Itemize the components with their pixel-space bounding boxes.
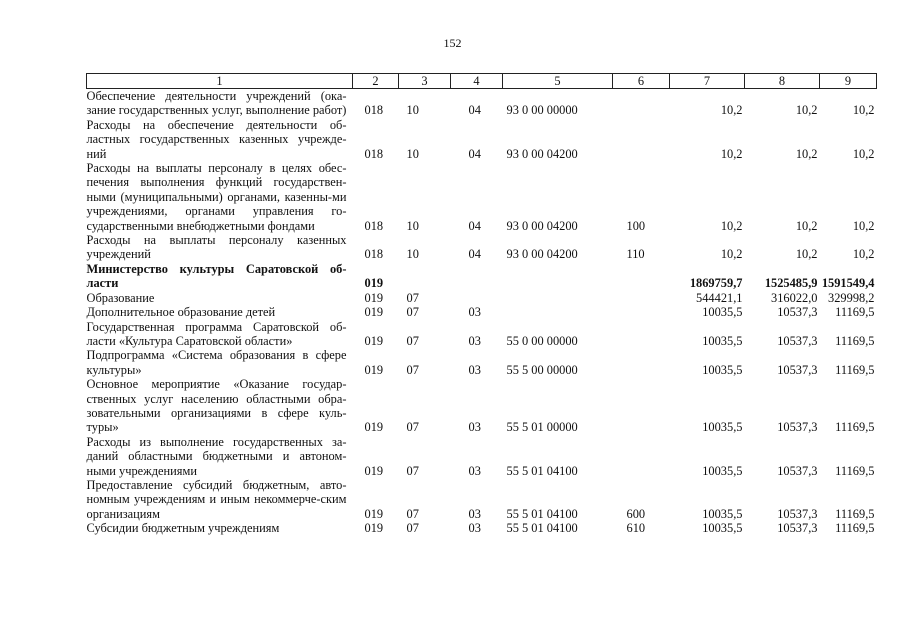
row-ministry-code: 019 bbox=[364, 463, 384, 478]
row-name: Министерство культуры Саратовской об-ласти bbox=[86, 261, 347, 291]
row-subsection: 04 bbox=[468, 218, 481, 233]
row-target-article bbox=[503, 305, 613, 319]
header-col-6: 6 bbox=[613, 74, 670, 89]
row-ministry-code: 018 bbox=[364, 103, 384, 118]
row-target-article bbox=[503, 291, 613, 305]
row-amount-col8: 316022,0 bbox=[771, 290, 818, 305]
row-subsection: 03 bbox=[468, 463, 481, 478]
row-amount-col9: 11169,5 bbox=[835, 305, 875, 320]
table-row bbox=[87, 478, 877, 521]
row-name: Обеспечение деятельности учреждений (ока-зание государственных услуг, выполнение работ) bbox=[86, 89, 347, 118]
row-amount-col7: 544421,1 bbox=[696, 290, 743, 305]
row-ministry-code: 019 bbox=[364, 506, 384, 521]
row-expense-type bbox=[613, 89, 670, 118]
header-col-4: 4 bbox=[451, 74, 503, 89]
row-expense-type bbox=[613, 435, 670, 478]
table-row bbox=[87, 161, 877, 233]
row-amount-col9: 11169,5 bbox=[835, 463, 875, 478]
row-subsection: 04 bbox=[468, 103, 481, 118]
row-amount-col7: 10035,5 bbox=[702, 521, 743, 536]
row-amount-col7: 10035,5 bbox=[702, 463, 743, 478]
row-amount-col9: 11169,5 bbox=[835, 333, 875, 348]
row-target-article: 93 0 00 00000 bbox=[506, 103, 578, 118]
row-ministry-code: 018 bbox=[364, 146, 384, 161]
row-expense-type bbox=[613, 305, 670, 319]
row-section: 10 bbox=[406, 247, 419, 262]
row-amount-col8: 10537,3 bbox=[777, 362, 818, 377]
row-name: Расходы на выплаты персоналу в целях обес-печения выполнения функций государствен-ными (муниципальными) органами, казенны-ми учреждениями, органами управления го-сударственными внебюджетными фондами bbox=[86, 161, 347, 233]
row-amount-col8: 1525485,9 bbox=[764, 276, 818, 291]
table-row bbox=[87, 377, 877, 435]
row-target-article: 55 5 01 04100 bbox=[506, 463, 578, 478]
row-section: 07 bbox=[406, 521, 419, 536]
row-amount-col8: 10537,3 bbox=[777, 463, 818, 478]
row-ministry-code: 019 bbox=[364, 333, 384, 348]
row-ministry-code: 019 bbox=[364, 521, 384, 536]
row-expense-type bbox=[613, 118, 670, 161]
row-amount-col8: 10537,3 bbox=[777, 521, 818, 536]
header-col-3: 3 bbox=[399, 74, 451, 89]
row-name: Расходы на обеспечение деятельности об-ластных государственных казенных учрежде-ний bbox=[86, 117, 347, 161]
row-subsection: 03 bbox=[468, 521, 481, 536]
row-section bbox=[399, 262, 451, 291]
row-ministry-code: 019 bbox=[364, 290, 384, 305]
row-expense-type bbox=[613, 348, 670, 377]
row-target-article: 93 0 00 04200 bbox=[506, 218, 578, 233]
row-amount-col7: 10035,5 bbox=[702, 333, 743, 348]
row-ministry-code: 018 bbox=[364, 218, 384, 233]
table-row bbox=[87, 89, 877, 118]
row-section: 10 bbox=[406, 103, 419, 118]
row-name: Основное мероприятие «Оказание государ-ственных услуг населению областными обра-зовательными организациями в сфере куль-туры» bbox=[86, 377, 347, 435]
header-col-5: 5 bbox=[503, 74, 613, 89]
row-amount-col7: 10035,5 bbox=[702, 305, 743, 320]
row-subsection: 04 bbox=[468, 146, 481, 161]
row-target-article: 55 5 01 04100 bbox=[506, 506, 578, 521]
row-amount-col7: 10035,5 bbox=[702, 362, 743, 377]
row-subsection: 03 bbox=[468, 362, 481, 377]
row-amount-col7: 10,2 bbox=[720, 146, 743, 161]
header-col-2: 2 bbox=[353, 74, 399, 89]
row-expense-type: 600 bbox=[626, 506, 646, 521]
row-amount-col8: 10,2 bbox=[795, 103, 818, 118]
row-target-article bbox=[503, 262, 613, 291]
row-name: Подпрограмма «Система образования в сфере культуры» bbox=[86, 348, 347, 377]
table-row bbox=[87, 118, 877, 161]
row-target-article: 93 0 00 04200 bbox=[506, 146, 578, 161]
header-col-1: 1 bbox=[87, 74, 353, 89]
row-amount-col9: 10,2 bbox=[852, 247, 875, 262]
row-subsection bbox=[451, 262, 503, 291]
row-ministry-code: 019 bbox=[364, 420, 384, 435]
row-name: Дополнительное образование детей bbox=[86, 305, 276, 320]
table-row bbox=[87, 262, 877, 291]
row-expense-type bbox=[613, 320, 670, 349]
row-name: Образование bbox=[86, 290, 155, 305]
budget-table bbox=[86, 73, 877, 536]
row-amount-col7: 1869759,7 bbox=[689, 276, 743, 291]
row-expense-type: 100 bbox=[626, 218, 646, 233]
row-section: 07 bbox=[406, 290, 419, 305]
row-subsection bbox=[451, 291, 503, 305]
row-amount-col7: 10,2 bbox=[720, 218, 743, 233]
row-amount-col7: 10,2 bbox=[720, 103, 743, 118]
row-target-article: 55 5 01 00000 bbox=[506, 420, 578, 435]
row-subsection: 03 bbox=[468, 305, 481, 320]
row-section: 07 bbox=[406, 305, 419, 320]
row-amount-col8: 10537,3 bbox=[777, 420, 818, 435]
row-target-article: 93 0 00 04200 bbox=[506, 247, 578, 262]
row-target-article: 55 5 00 00000 bbox=[506, 362, 578, 377]
row-amount-col8: 10,2 bbox=[795, 247, 818, 262]
row-name: Субсидии бюджетным учреждениям bbox=[86, 521, 280, 536]
header-col-9: 9 bbox=[820, 74, 877, 89]
row-name: Предоставление субсидий бюджетным, авто-номным учреждениям и иным некоммерче-ским организациям bbox=[86, 477, 347, 521]
row-section: 07 bbox=[406, 362, 419, 377]
row-section: 07 bbox=[406, 420, 419, 435]
header-row bbox=[87, 74, 877, 89]
row-ministry-code: 019 bbox=[364, 362, 384, 377]
row-amount-col8: 10537,3 bbox=[777, 333, 818, 348]
row-amount-col9: 11169,5 bbox=[835, 420, 875, 435]
row-section: 07 bbox=[406, 506, 419, 521]
row-ministry-code: 019 bbox=[364, 276, 384, 291]
header-col-7: 7 bbox=[670, 74, 745, 89]
table-row bbox=[87, 320, 877, 349]
header-col-8: 8 bbox=[745, 74, 820, 89]
row-section: 07 bbox=[406, 333, 419, 348]
row-section: 07 bbox=[406, 463, 419, 478]
row-amount-col7: 10035,5 bbox=[702, 506, 743, 521]
row-amount-col9: 10,2 bbox=[852, 146, 875, 161]
table-row bbox=[87, 233, 877, 262]
row-expense-type bbox=[613, 291, 670, 305]
row-target-article: 55 0 00 00000 bbox=[506, 333, 578, 348]
row-amount-col8: 10,2 bbox=[795, 218, 818, 233]
table-row bbox=[87, 348, 877, 377]
row-name: Государственная программа Саратовской об-ласти «Культура Саратовской области» bbox=[86, 319, 347, 348]
row-expense-type bbox=[613, 377, 670, 435]
row-subsection: 03 bbox=[468, 333, 481, 348]
table-row bbox=[87, 291, 877, 305]
row-amount-col9: 10,2 bbox=[852, 103, 875, 118]
row-amount-col7: 10,2 bbox=[720, 247, 743, 262]
row-expense-type: 110 bbox=[626, 247, 645, 262]
row-amount-col8: 10537,3 bbox=[777, 305, 818, 320]
row-amount-col8: 10,2 bbox=[795, 146, 818, 161]
row-expense-type bbox=[613, 262, 670, 291]
row-amount-col9: 329998,2 bbox=[828, 290, 875, 305]
row-name: Расходы на выплаты персоналу казенных учреждений bbox=[86, 233, 347, 262]
row-subsection: 04 bbox=[468, 247, 481, 262]
row-amount-col9: 10,2 bbox=[852, 218, 875, 233]
row-name: Расходы из выполнение государственных за-даний областными бюджетными и автоном-ными учреждениями bbox=[86, 434, 347, 478]
row-ministry-code: 018 bbox=[364, 247, 384, 262]
row-amount-col7: 10035,5 bbox=[702, 420, 743, 435]
row-amount-col9: 1591549,4 bbox=[821, 276, 875, 291]
row-target-article: 55 5 01 04100 bbox=[506, 521, 578, 536]
row-amount-col9: 11169,5 bbox=[835, 506, 875, 521]
row-expense-type: 610 bbox=[626, 521, 646, 536]
table-row bbox=[87, 435, 877, 478]
row-subsection: 03 bbox=[468, 506, 481, 521]
row-subsection: 03 bbox=[468, 420, 481, 435]
table-row bbox=[87, 521, 877, 535]
row-section: 10 bbox=[406, 146, 419, 161]
row-amount-col9: 11169,5 bbox=[835, 521, 875, 536]
row-section: 10 bbox=[406, 218, 419, 233]
page-number: 152 bbox=[443, 36, 462, 50]
row-amount-col8: 10537,3 bbox=[777, 506, 818, 521]
row-amount-col9: 11169,5 bbox=[835, 362, 875, 377]
row-ministry-code: 019 bbox=[364, 305, 384, 320]
table-row bbox=[87, 305, 877, 319]
